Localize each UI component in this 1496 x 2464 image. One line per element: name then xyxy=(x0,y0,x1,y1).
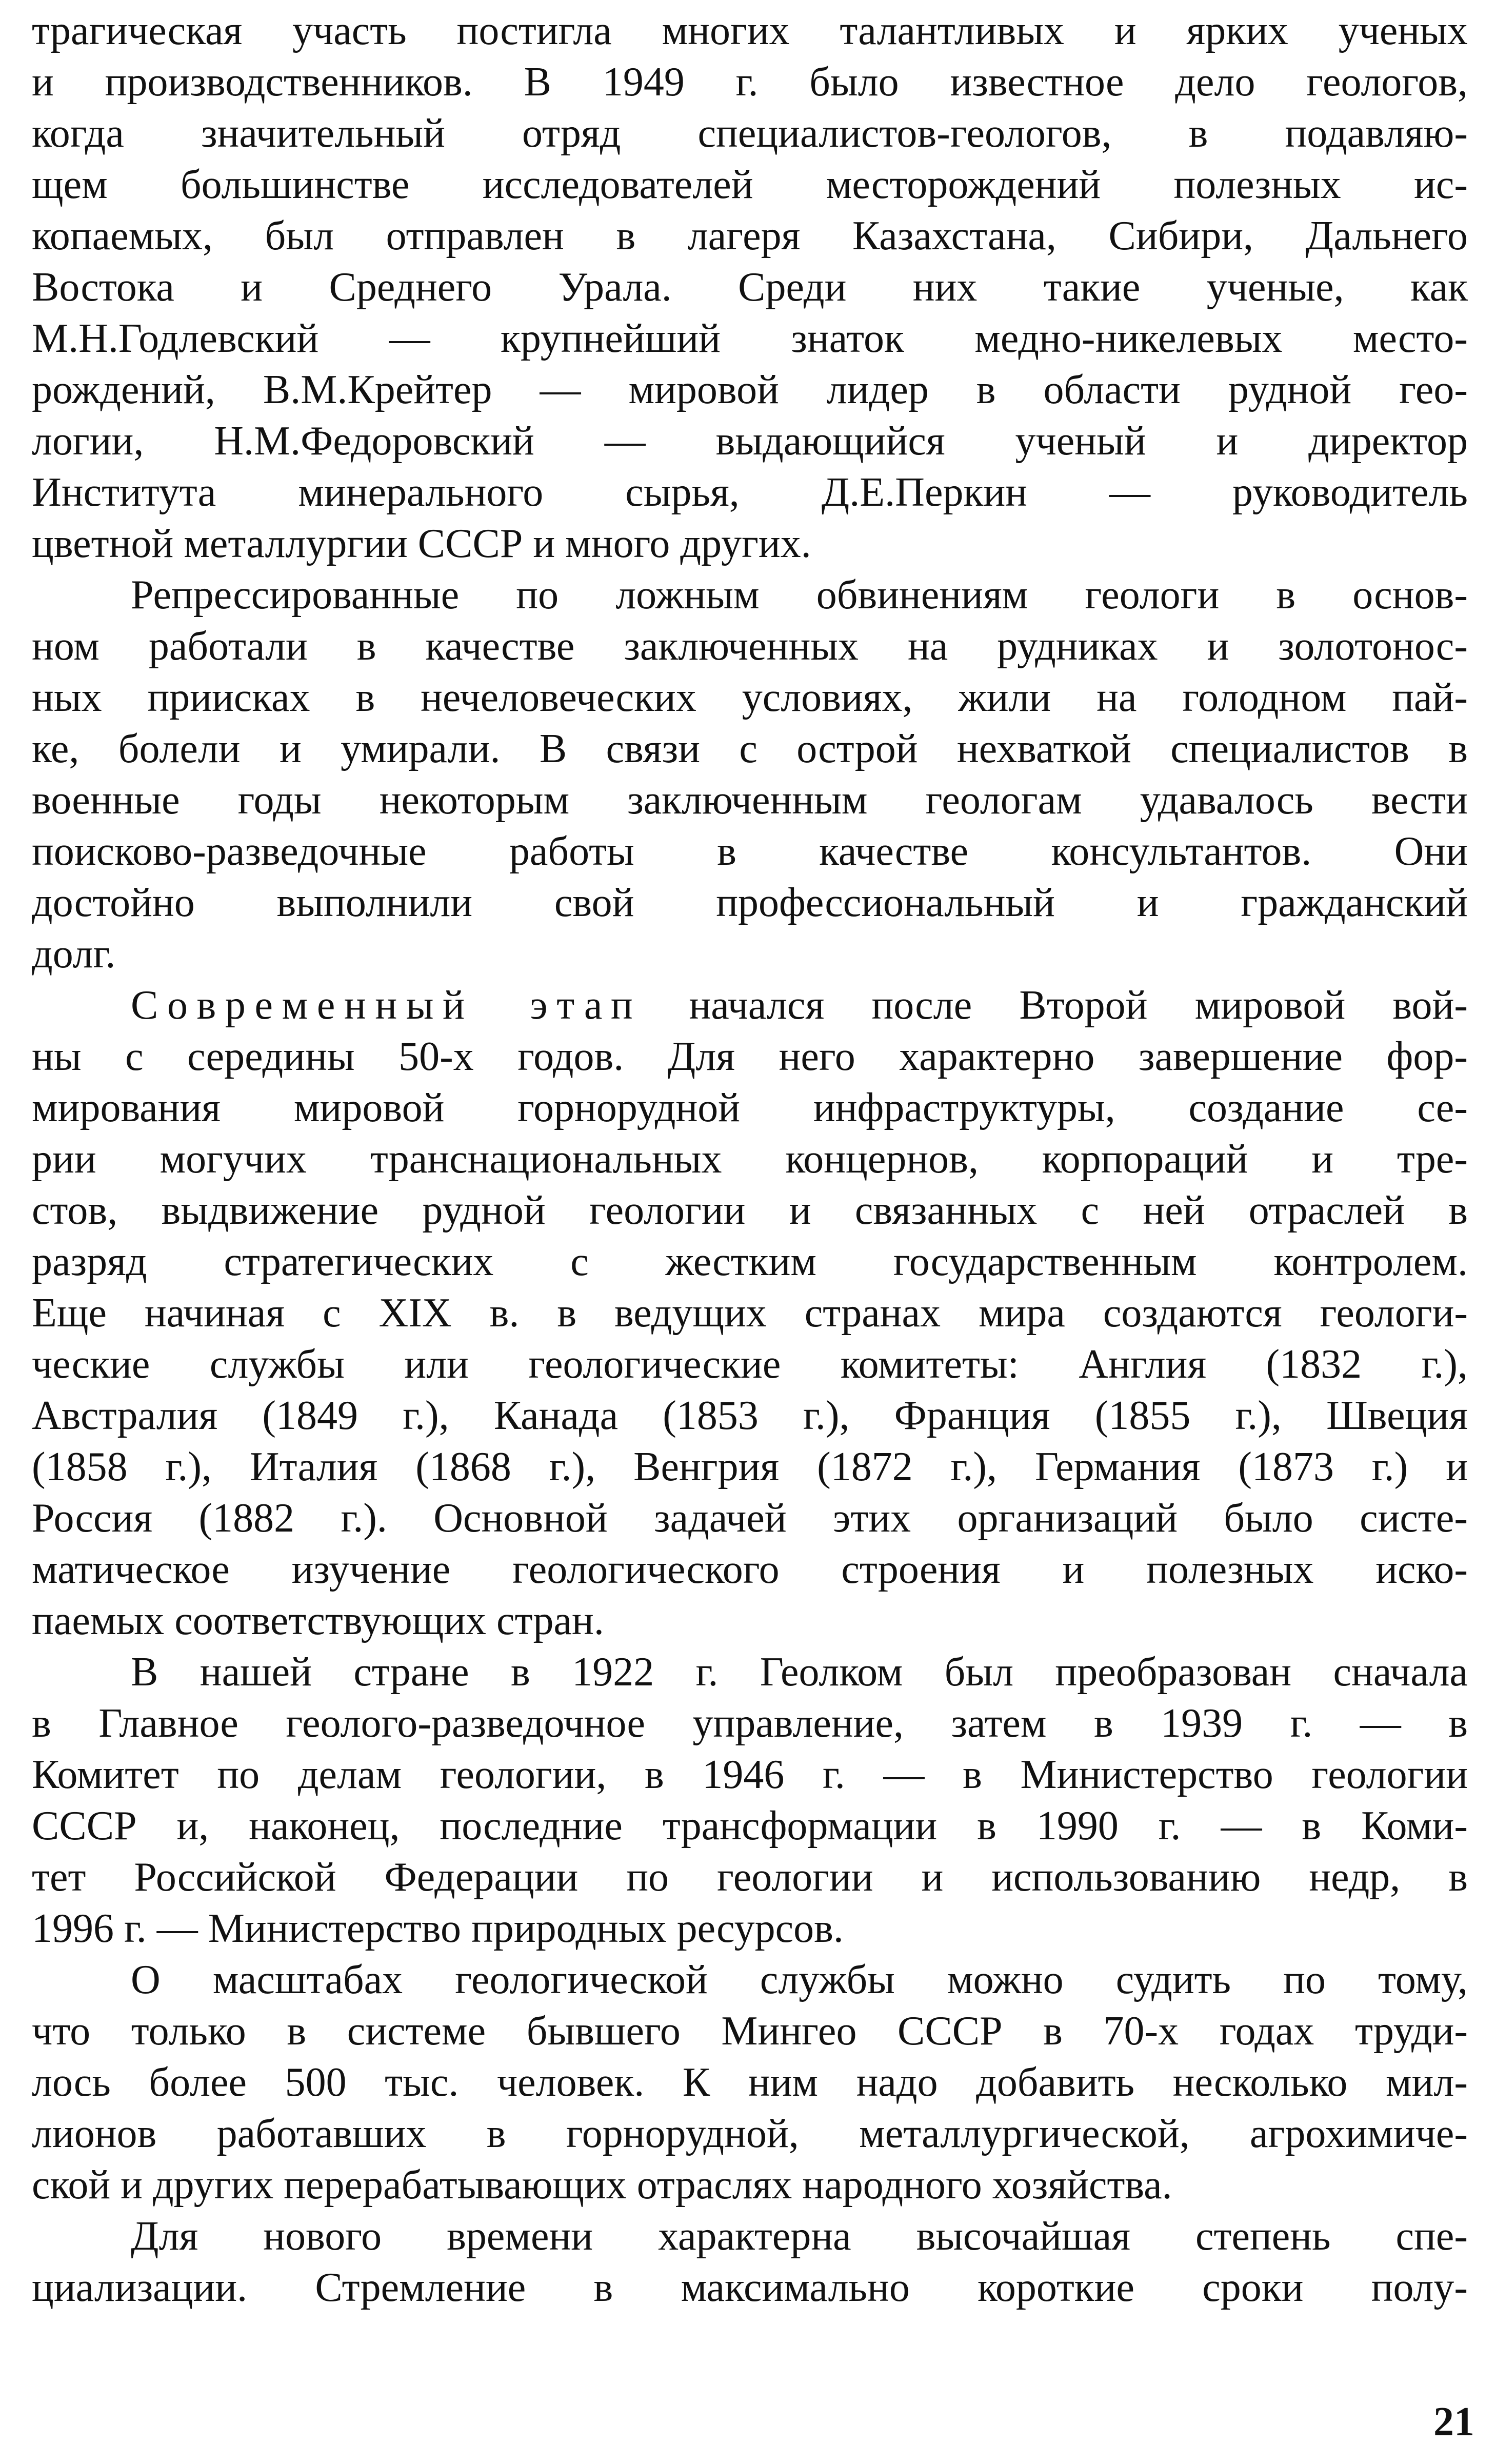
text-line: паемых соответствующих стран. xyxy=(32,1598,604,1643)
spaced-lead-term: Современный этап xyxy=(131,983,642,1028)
text-line: в Главное геолого-разведочное управление, затем в 1939 г. — в xyxy=(32,1701,1468,1746)
text-line: рии могучих транснациональных концернов, корпораций и тре- xyxy=(32,1137,1468,1182)
text-line xyxy=(131,980,1468,1031)
text-line: ных приисках в нечеловеческих условиях, жили на голодном пай- xyxy=(32,675,1468,720)
text-line: Австралия (1849 г.), Канада (1853 г.), Франция (1855 г.), Швеция xyxy=(32,1393,1468,1438)
text-line: О масштабах геологической службы можно судить по тому, xyxy=(131,1957,1468,2002)
text-line: цветной металлургии СССР и много других. xyxy=(32,521,811,566)
text-line: мирования мировой горнорудной инфраструктуры, создание се- xyxy=(32,1085,1468,1130)
text-line: лось более 500 тыс. человек. К ним надо добавить несколько мил- xyxy=(32,2060,1468,2105)
text-line: Комитет по делам геологии, в 1946 г. — в Министерство геологии xyxy=(32,1752,1468,1797)
text-line: Для нового времени характерна высочайшая степень спе- xyxy=(131,2214,1468,2259)
lead-line-rest: начался после Второй мировой вой- xyxy=(642,983,1468,1028)
text-line: тет Российской Федерации по геологии и использованию недр, в xyxy=(32,1855,1468,1900)
text-line: когда значительный отряд специалистов-геологов, в подавляю- xyxy=(32,111,1468,156)
text-line: разряд стратегических с жестким государственным контролем. xyxy=(32,1239,1468,1284)
text-line: ны с середины 50-х годов. Для него характерно завершение фор- xyxy=(32,1034,1468,1079)
text-line: В нашей стране в 1922 г. Геолком был преобразован сначала xyxy=(131,1650,1468,1695)
text-line: лионов работавших в горнорудной, металлургической, агрохимиче- xyxy=(32,2111,1468,2156)
text-line: рождений, В.М.Крейтер — мировой лидер в области рудной гео- xyxy=(32,367,1468,412)
text-line: Репрессированные по ложным обвинениям геологи в основ- xyxy=(131,572,1468,618)
text-line: циализации. Стремление в максимально короткие сроки полу- xyxy=(32,2265,1468,2310)
text-line: ческие службы или геологические комитеты: Англия (1832 г.), xyxy=(32,1342,1468,1387)
text-line: Россия (1882 г.). Основной задачей этих организаций было систе- xyxy=(32,1496,1468,1541)
page-number: 21 xyxy=(1433,2399,1474,2445)
text-line: что только в системе бывшего Мингео СССР в 70-х годах труди- xyxy=(32,2009,1468,2054)
text-line: военные годы некоторым заключенным геологам удавалось вести xyxy=(32,778,1468,823)
text-line: поисково-разведочные работы в качестве консультантов. Они xyxy=(32,829,1468,874)
text-line: СССР и, наконец, последние трансформации в 1990 г. — в Коми- xyxy=(32,1803,1468,1849)
text-line: Еще начиная с XIX в. в ведущих странах мира создаются геологи- xyxy=(32,1290,1468,1336)
text-line: ном работали в качестве заключенных на рудниках и золотонос- xyxy=(32,624,1468,669)
text-line: матическое изучение геологического строения и полезных иско- xyxy=(32,1547,1468,1592)
text-line: ской и других перерабатывающих отраслях народного хозяйства. xyxy=(32,2162,1172,2208)
text-line: достойно выполнили свой профессиональный и гражданский xyxy=(32,880,1468,925)
text-line: щем большинстве исследователей месторождений полезных ис- xyxy=(32,162,1468,207)
text-line: логии, Н.М.Федоровский — выдающийся ученый и директор xyxy=(32,419,1468,464)
text-line: копаемых, был отправлен в лагеря Казахстана, Сибири, Дальнего xyxy=(32,213,1468,259)
text-line: трагическая участь постигла многих талантливых и ярких ученых xyxy=(32,8,1468,53)
text-line: стов, выдвижение рудной геологии и связанных с ней отраслей в xyxy=(32,1188,1468,1233)
text-line: 1996 г. — Министерство природных ресурсов. xyxy=(32,1906,844,1951)
text-line: М.Н.Годлевский — крупнейший знаток медно-никелевых место- xyxy=(32,316,1468,361)
text-line: Института минерального сырья, Д.Е.Перкин — руководитель xyxy=(32,470,1468,515)
text-line: и производственников. В 1949 г. было известное дело геологов, xyxy=(32,59,1468,105)
text-line: (1858 г.), Италия (1868 г.), Венгрия (1872 г.), Германия (1873 г.) и xyxy=(32,1444,1468,1489)
text-line: ке, болели и умирали. В связи с острой нехваткой специалистов в xyxy=(32,726,1468,771)
text-line: долг. xyxy=(32,931,116,977)
text-line: Востока и Среднего Урала. Среди них такие ученые, как xyxy=(32,265,1468,310)
